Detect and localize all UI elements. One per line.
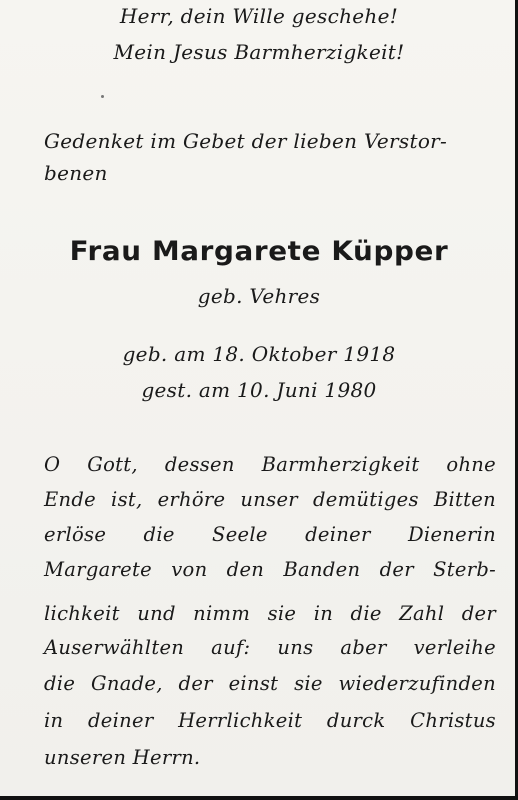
header-line-2: Mein Jesus Barmherzigkeit! bbox=[113, 40, 405, 64]
paper-speck bbox=[101, 95, 104, 98]
birth-date: geb. am 18. Oktober 1918 bbox=[122, 342, 396, 366]
intro-line-2: benen bbox=[44, 161, 108, 185]
maiden-name: geb. Vehres bbox=[197, 284, 321, 308]
prayer-line-5: lichkeit und nimm sie in die Zahl der bbox=[44, 602, 496, 625]
intro-line-1: Gedenket im Gebet der lieben Verstor- bbox=[44, 129, 448, 153]
death-date: gest. am 10. Juni 1980 bbox=[141, 378, 377, 402]
scan-edge-bottom bbox=[0, 796, 518, 800]
prayer-line-8: in deiner Herrlichkeit durck Christus bbox=[44, 709, 496, 732]
header-line-1: Herr, dein Wille geschehe! bbox=[119, 4, 399, 28]
prayer-line-2: Ende ist, erhöre unser demütiges Bitten bbox=[44, 488, 496, 511]
prayer-line-6: Auserwählten auf: uns aber verleihe bbox=[44, 636, 496, 659]
prayer-line-4: Margarete von den Banden der Sterb- bbox=[44, 558, 496, 581]
prayer-line-7: die Gnade, der einst sie wiederzufinden bbox=[44, 672, 496, 695]
prayer-line-3: erlöse die Seele deiner Dienerin bbox=[44, 523, 496, 546]
deceased-name: Frau Margarete Küpper bbox=[69, 236, 449, 267]
prayer-line-9: unseren Herrn. bbox=[44, 746, 201, 769]
prayer-line-1: O Gott, dessen Barmherzigkeit ohne bbox=[44, 453, 496, 476]
